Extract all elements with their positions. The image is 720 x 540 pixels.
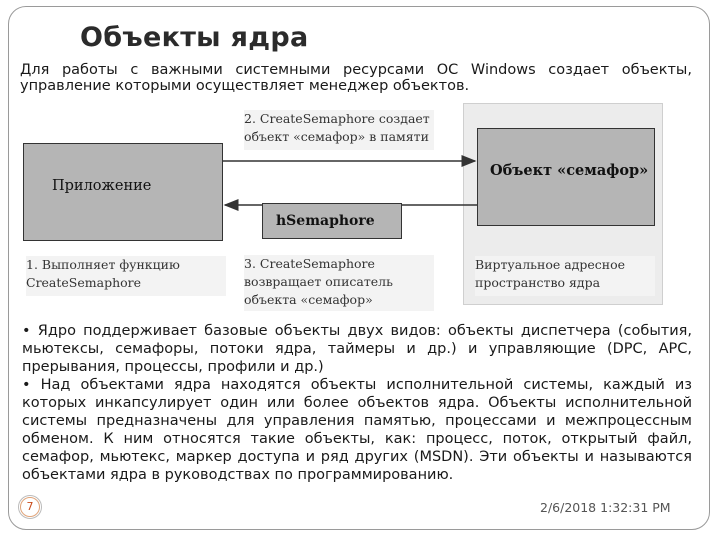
bullet-list: [22, 322, 692, 484]
intro-text: Для работы с важными системными ресурсами ОС Windows создает объекты, управление которыми осуществляет менеджер объектов.: [20, 62, 692, 94]
bullet-item: • Ядро поддерживает базовые объекты двух видов: объекты диспетчера (события, мьютексы, семафоры, потоки ядра, таймеры и др.) и управляющие (DPC, APC, прерывания, процессы, профили и др.): [22, 323, 692, 375]
note-address-space: Виртуальное адресное пространство ядра: [475, 256, 655, 296]
semaphore-object-label: Объект «семафор»: [490, 162, 649, 179]
semaphore-object-box: [477, 128, 655, 226]
timestamp: 2/6/2018 1:32:31 PM: [540, 500, 671, 515]
application-label: Приложение: [52, 178, 152, 194]
handle-label: hSemaphore: [276, 213, 375, 229]
note-return-handle: 3. CreateSemaphore возвращает описатель объекта «семафор»: [244, 255, 434, 311]
slide-title: Объекты ядра: [80, 22, 309, 53]
handle-box: [262, 203, 402, 239]
bullet-item: • Над объектами ядра находятся объекты исполнительной системы, каждый из которых инкапсулирует один или более объектов ядра. Объекты исполнительной системы предназначены для управления памятью, процессами и межпроцессным обменом. К ним относятся такие объекты, как: процесс, поток, открытый файл, семафор, мьютекс, маркер доступа и ряд других (MSDN). Эти объекты и называются объектами ядра в руководствах по программированию.: [22, 377, 692, 483]
note-create: 2. CreateSemaphore создает объект «семафор» в памяти: [244, 110, 434, 150]
application-box: [23, 143, 223, 241]
slide-number-badge: 7: [18, 495, 42, 519]
note-call-function: 1. Выполняет функцию CreateSemaphore: [26, 256, 226, 296]
semaphore-diagram: [20, 98, 670, 320]
